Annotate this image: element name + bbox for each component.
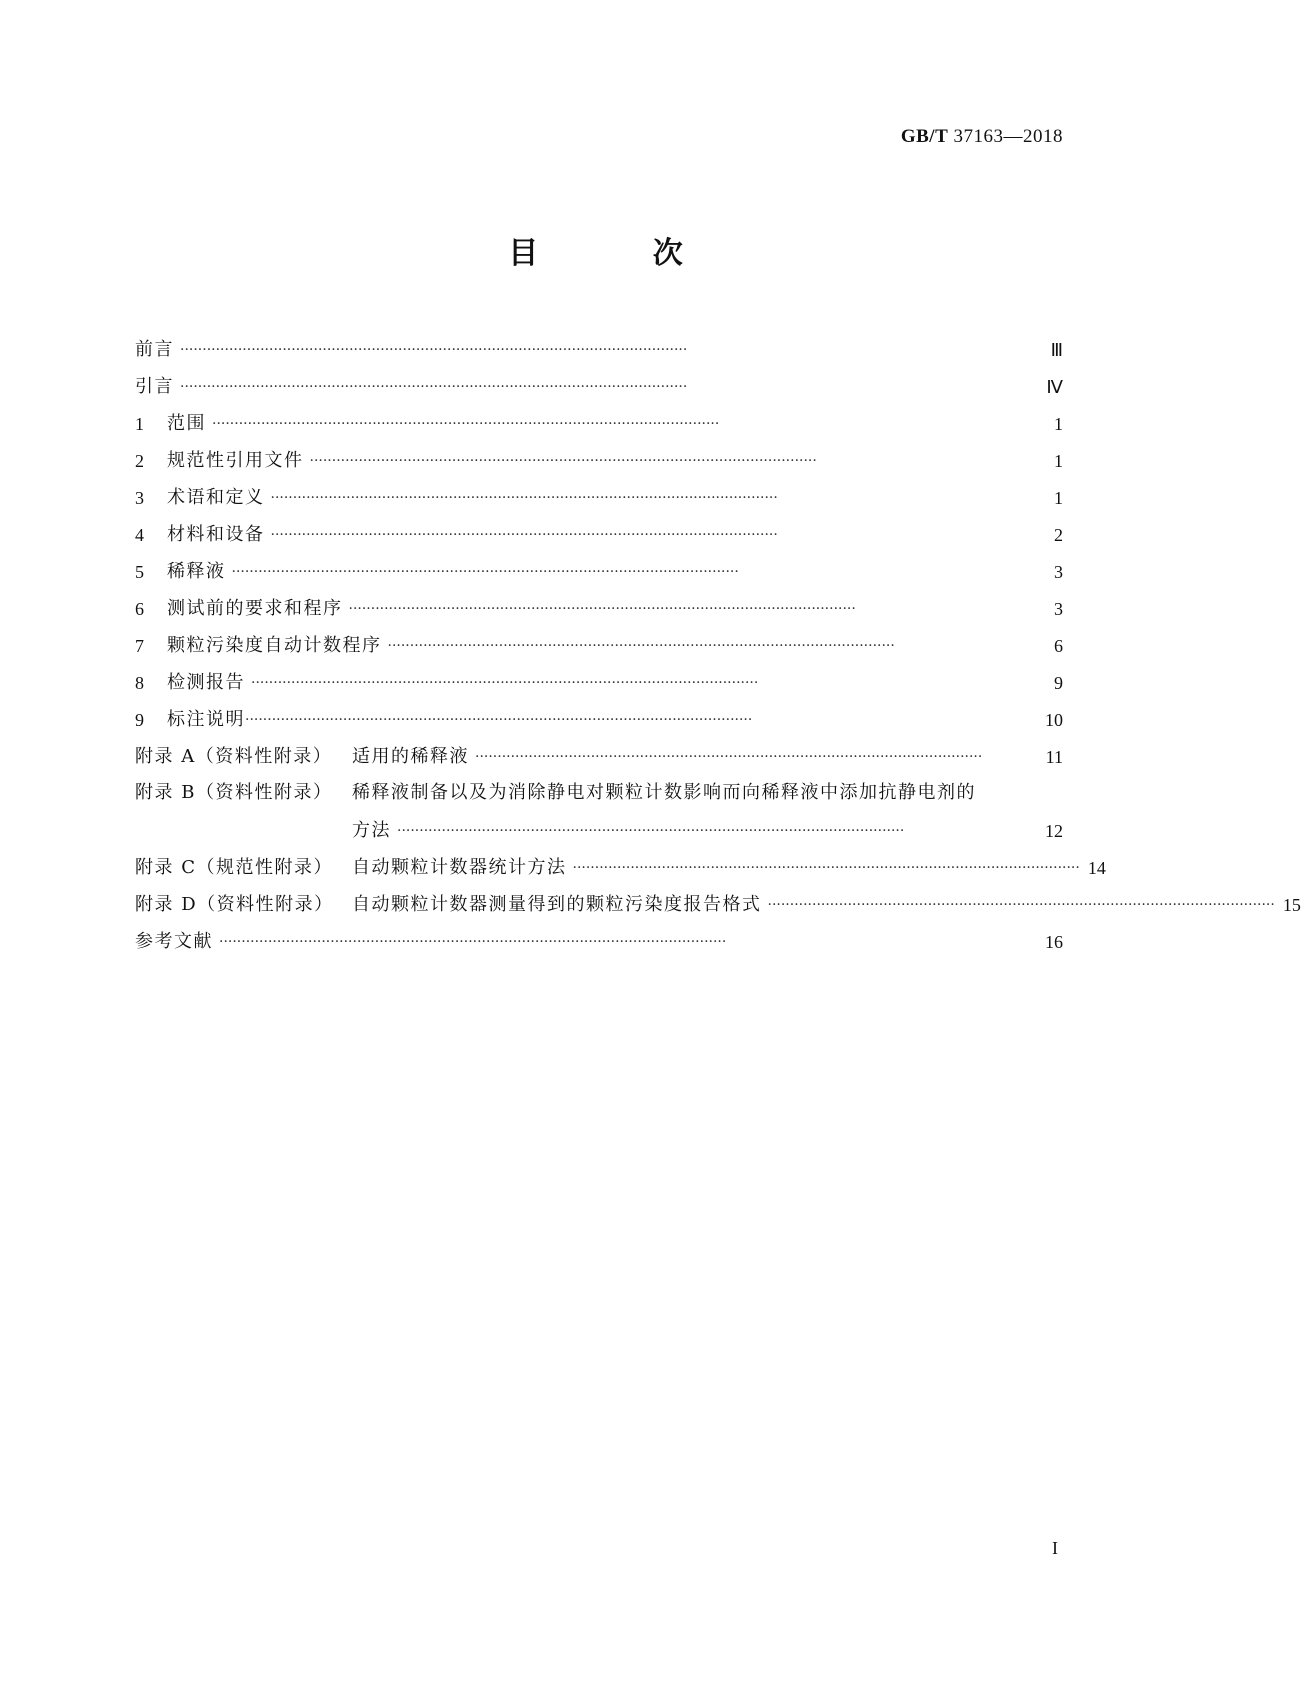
- annex-prefix: 附录 C（规范性附录）: [135, 857, 333, 878]
- annex-prefix: 附录 D（资料性附录）: [135, 894, 334, 915]
- toc-entry-foreword[interactable]: [135, 324, 1063, 361]
- toc-entry-title-line1: 稀释液制备以及为消除静电对颗粒计数影响而向稀释液中添加抗静电剂的: [352, 782, 976, 803]
- toc-entry-6[interactable]: [135, 583, 1063, 620]
- toc-entry-number: 3: [135, 488, 146, 508]
- toc-entry-number: 9: [135, 710, 146, 730]
- toc-entry-title: 稀释液: [167, 561, 226, 582]
- toc-entry-page: 15: [1282, 895, 1301, 915]
- dot-leader: ··················································································································: [270, 490, 778, 506]
- toc-entry-9[interactable]: [135, 694, 1063, 731]
- dot-leader: ··················································································································: [180, 342, 688, 358]
- toc-entry-3[interactable]: [135, 472, 1063, 509]
- toc-entry-page: 1: [1054, 488, 1063, 508]
- toc-entry-title: 检测报告: [167, 672, 245, 693]
- toc-entry-title: 材料和设备: [167, 524, 265, 545]
- toc-entry-number: 8: [135, 673, 146, 693]
- toc-entry-title: 颗粒污染度自动计数程序: [167, 635, 382, 656]
- toc-entry-page: 11: [1045, 747, 1063, 767]
- toc-title: 目 次: [508, 236, 735, 271]
- toc-entry-1[interactable]: [135, 398, 1063, 435]
- toc-entry-number: 7: [135, 636, 146, 656]
- toc-entry-title-line2-row: [352, 805, 1063, 842]
- toc-entry-page: 16: [1045, 932, 1063, 952]
- dot-leader: ··················································································································: [475, 749, 983, 765]
- toc-entry-introduction[interactable]: [135, 361, 1063, 398]
- toc-entry-number: 2: [135, 451, 146, 471]
- toc-entry-annex-c[interactable]: [135, 842, 1106, 879]
- toc-entry-page: 9: [1054, 673, 1063, 693]
- toc-entry-number: 6: [135, 599, 146, 619]
- toc-entry-title: 自动颗粒计数器统计方法: [352, 857, 567, 878]
- toc-entry-title-line2: 方法: [352, 820, 391, 841]
- toc-entry-2[interactable]: [135, 435, 1063, 472]
- dot-leader: ··················································································································: [231, 564, 739, 580]
- toc-entry-title: 规范性引用文件: [167, 450, 304, 471]
- dot-leader: ··················································································································: [212, 416, 720, 432]
- toc-entry-annex-a[interactable]: [135, 731, 1063, 768]
- toc-entry-title: 参考文献: [135, 931, 213, 952]
- toc-entry-page: 1: [1054, 451, 1063, 471]
- toc-entry-title: 引言: [135, 376, 174, 397]
- toc-entry-bibliography[interactable]: [135, 916, 1063, 953]
- toc-entry-4[interactable]: [135, 509, 1063, 546]
- toc-entry-page: 2: [1054, 525, 1063, 545]
- toc-entry-page: Ⅲ: [1050, 340, 1063, 360]
- toc-entry-page: 1: [1054, 414, 1063, 434]
- toc-entry-page: 10: [1045, 710, 1063, 730]
- toc-entry-annex-d[interactable]: [135, 879, 1301, 916]
- dot-leader: ··················································································································: [767, 897, 1275, 913]
- dot-leader: ··················································································································: [219, 934, 727, 950]
- toc-entry-number: 5: [135, 562, 146, 582]
- dot-leader: ··················································································································: [180, 379, 688, 395]
- annex-prefix: 附录 A（资料性附录）: [135, 746, 333, 767]
- standard-code: [901, 126, 1063, 148]
- toc-entry-page: Ⅳ: [1046, 377, 1063, 397]
- dot-leader: ··················································································································: [397, 823, 905, 839]
- toc-entry-5[interactable]: [135, 546, 1063, 583]
- toc-entry-page: 3: [1054, 562, 1063, 582]
- dot-leader: ··················································································································: [387, 638, 895, 654]
- toc-entry-title: 自动颗粒计数器测量得到的颗粒污染度报告格式: [352, 894, 762, 915]
- toc-entry-title: 测试前的要求和程序: [167, 598, 343, 619]
- dot-leader: ··················································································································: [309, 453, 817, 469]
- toc-entry-page: 12: [1045, 821, 1063, 841]
- toc-entry-page: 6: [1054, 636, 1063, 656]
- toc-entry-7[interactable]: [135, 620, 1063, 657]
- annex-prefix: 附录 B（资料性附录）: [135, 782, 333, 803]
- toc-entry-number: 1: [135, 414, 146, 434]
- toc-entry-title: 术语和定义: [167, 487, 265, 508]
- toc-entry-annex-b[interactable]: [135, 768, 1063, 842]
- dot-leader: ··················································································································: [245, 712, 753, 728]
- toc-entry-page: 14: [1087, 858, 1106, 878]
- toc-entry-title: 范围: [167, 413, 206, 434]
- standard-code-number: 37163—2018: [953, 126, 1063, 147]
- toc-entry-title: 适用的稀释液: [352, 746, 469, 767]
- standard-code-prefix: GB/T: [900, 126, 949, 147]
- page-number: I: [1052, 1538, 1058, 1558]
- toc-entry-page: 3: [1054, 599, 1063, 619]
- toc-entry-8[interactable]: [135, 657, 1063, 694]
- dot-leader: ··················································································································: [270, 527, 778, 543]
- table-of-contents: [135, 324, 1301, 953]
- dot-leader: ··················································································································: [348, 601, 856, 617]
- annex-title-block: [352, 778, 1063, 842]
- toc-entry-title: 标注说明: [167, 709, 245, 730]
- toc-entry-number: 4: [135, 525, 146, 545]
- dot-leader: ··················································································································: [251, 675, 759, 691]
- dot-leader: ··················································································································: [572, 860, 1080, 876]
- toc-entry-title: 前言: [135, 339, 174, 360]
